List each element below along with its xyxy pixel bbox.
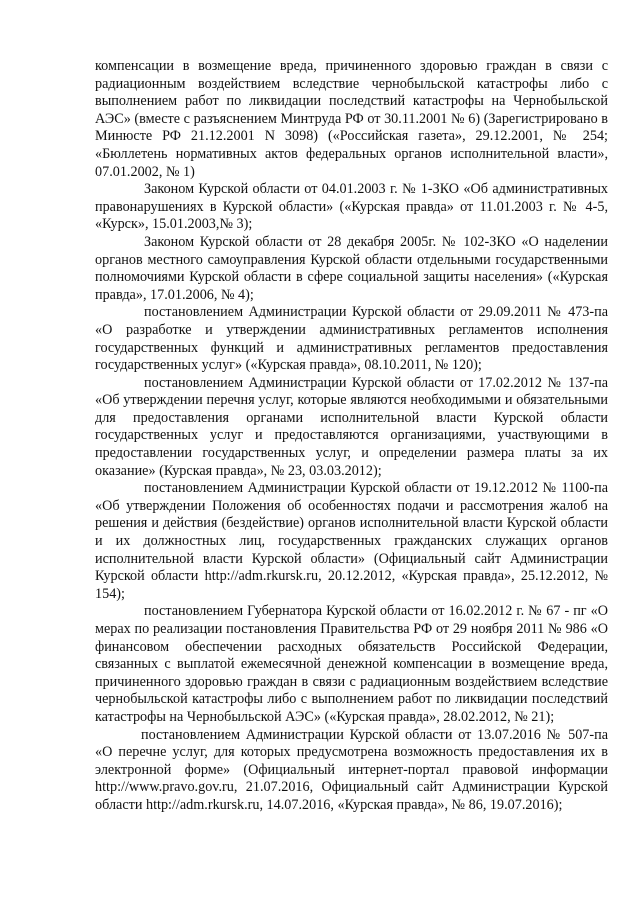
paragraph-resolution-473pa: постановлением Администрации Курской области от 29.09.2011 № 473-па «О разработке и утверждении административных регламентов исполнения государственных функций и административных регламентов предоставления государственных услуг» («Курская правда», 08.10.2011, № 120); xyxy=(95,304,608,374)
paragraph-resolution-67pg: постановлением Губернатора Курской области от 16.02.2012 г. № 67 - пг «О мерах по реализации постановления Правительства РФ от 29 ноября 2011 № 986 «О финансовом обеспечении расходных обязательств Российской Федерации, связанных с выплатой ежемесячной денежной компенсации в возмещение вреда, причиненного здоровью граждан в связи с радиационным воздействием вследствие чернобыльской катастрофы либо с выполнением работ по ликвидации последствий катастрофы на Чернобыльской АЭС» («Курская правда», 28.02.2012, № 21); xyxy=(95,603,608,725)
paragraph-continuation: компенсации в возмещение вреда, причиненного здоровью граждан в связи с радиационным воздействием вследствие чернобыльской катастрофы либо с выполнением работ по ликвидации последствий катастрофы на Чернобыльской АЭС» (вместе с разъяснением Минтруда РФ от 30.11.2001 № 6) (Зарегистрировано в Минюсте РФ 21.12.2001 N 3098) («Российская газета», 29.12.2001, № 254; «Бюллетень нормативных актов федеральных органов исполнительной власти», 07.01.2002, № 1) xyxy=(95,58,608,180)
document-page xyxy=(95,58,608,815)
paragraph-resolution-137pa: постановлением Администрации Курской области от 17.02.2012 № 137-па «Об утверждении перечня услуг, которые являются необходимыми и обязательными для предоставления органами исполнительной власти Курской области государственных услуг и предоставляются организациями, участвующими в предоставлении государственных услуг, и определении размера платы за их оказание» (Курская правда», № 23, 03.03.2012); xyxy=(95,374,608,479)
paragraph-resolution-507pa: постановлением Администрации Курской области от 13.07.2016 № 507-па «О перечне услуг, для которых предусмотрена возможность предоставления их в электронной форме» (Официальный интернет-портал правовой информации http://www.pravo.gov.ru, 21.07.2016, Официальный сайт Администрации Курской области http://adm.rkursk.ru, 14.07.2016, «Курская правда», № 86, 19.07.2016); xyxy=(95,726,608,813)
paragraph-resolution-1100pa: постановлением Администрации Курской области от 19.12.2012 № 1100-па «Об утверждении Положения об особенностях подачи и рассмотрения жалоб на решения и действия (бездействие) органов исполнительной власти Курской области и их должностных лиц, государственных гражданских служащих органов исполнительной власти Курской области» (Официальный сайт Администрации Курской области http://adm.rkursk.ru, 20.12.2012, «Курская правда», 25.12.2012, № 154); xyxy=(95,480,608,602)
paragraph-law-102zko: Законом Курской области от 28 декабря 2005г. № 102-ЗКО «О наделении органов местного самоуправления Курской области отдельными государственными полномочиями Курской области в сфере социальной защиты населения» («Курская правда», 17.01.2006, № 4); xyxy=(95,233,608,303)
paragraph-law-1zko: Законом Курской области от 04.01.2003 г. № 1-ЗКО «Об административных правонарушениях в Курской области» («Курская правда» от 11.01.2003 г. № 4-5, «Курск», 15.01.2003,№ 3); xyxy=(95,181,608,233)
